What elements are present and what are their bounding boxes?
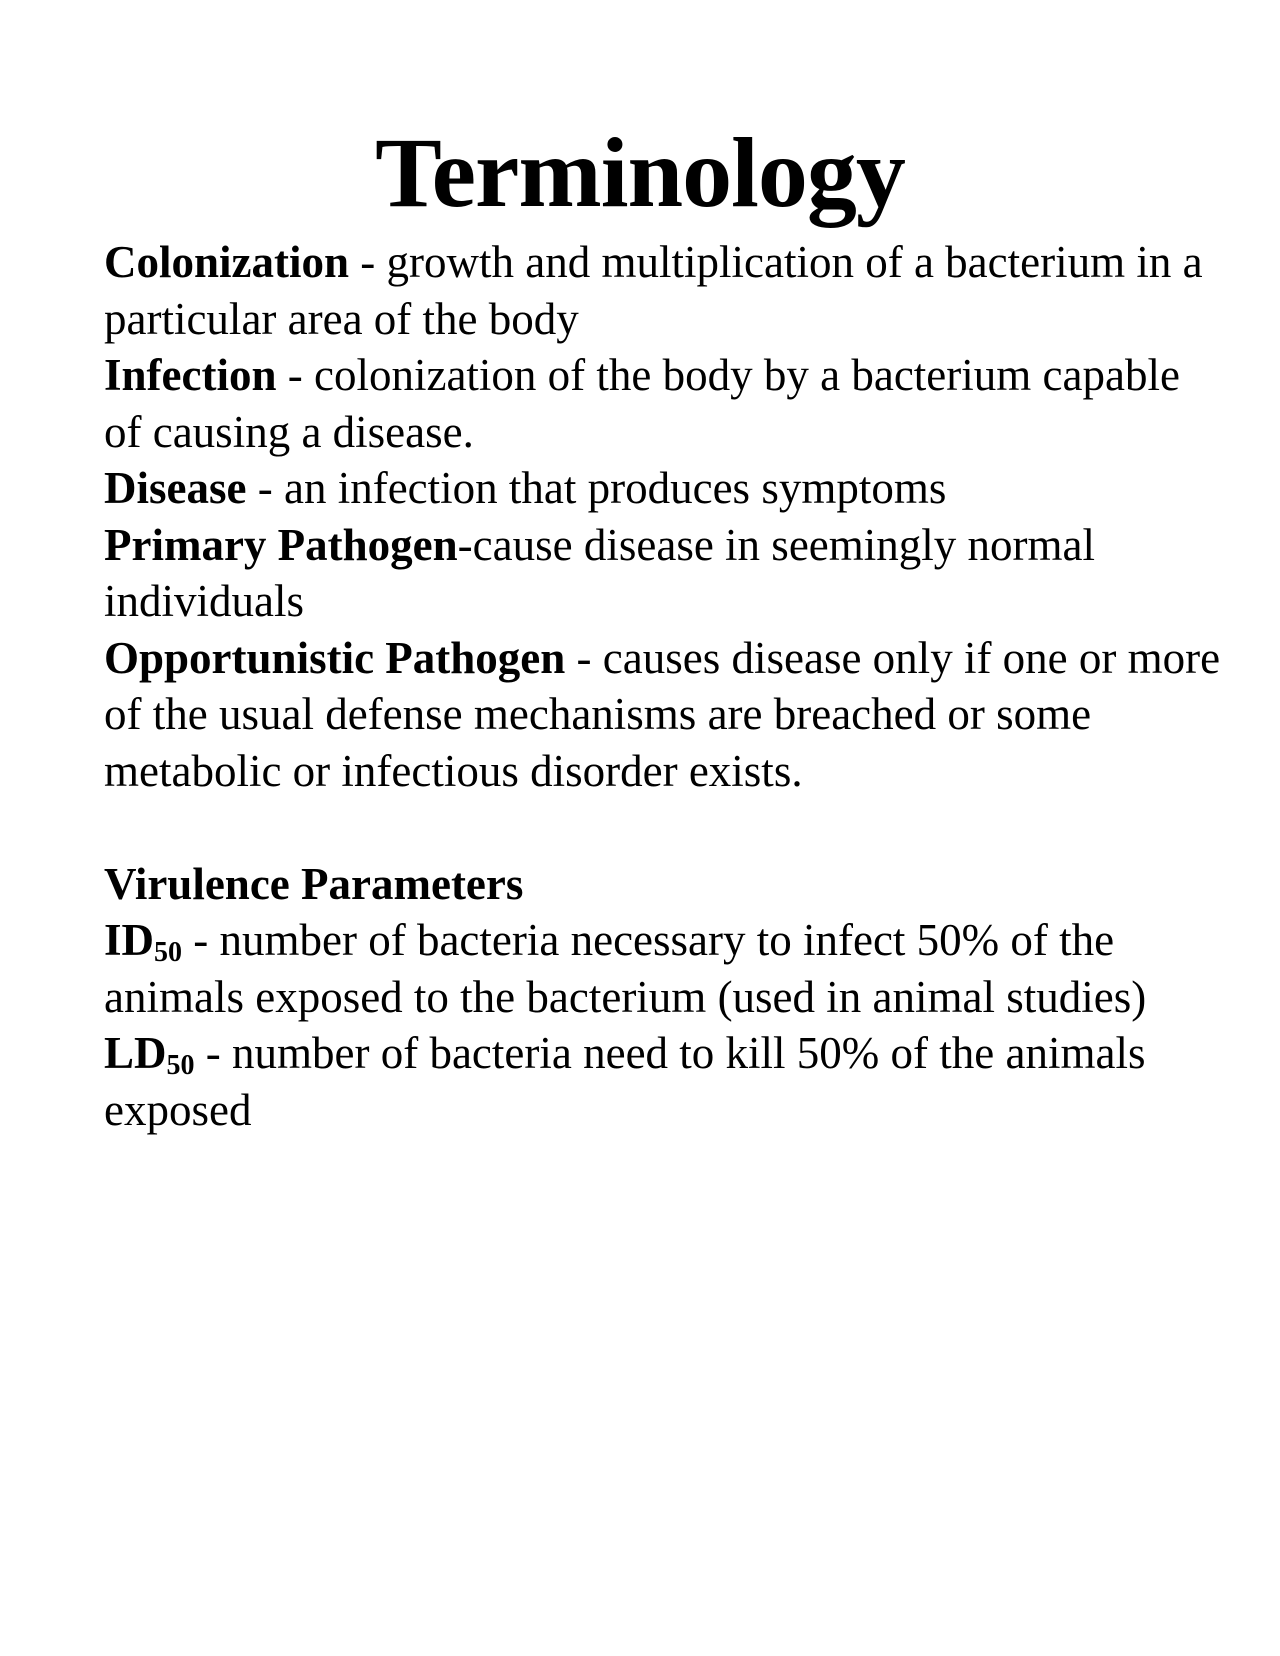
definition-text: causes disease only if one or more of the usual defense mechanisms are breached or some metabolic or infectious disorder exists. xyxy=(104,632,1221,796)
virulence-separator: - xyxy=(182,915,220,965)
definition-separator: - xyxy=(457,519,473,570)
definition-infection xyxy=(104,347,1224,460)
definition-separator: - xyxy=(565,632,603,683)
section-spacer xyxy=(104,799,1224,856)
virulence-id50 xyxy=(104,912,1224,1025)
definition-primary-pathogen xyxy=(104,517,1224,630)
definition-text: colonization of the body by a bacterium capable of causing a disease. xyxy=(104,350,1180,457)
virulence-term: LD xyxy=(104,1028,167,1078)
definition-text: an infection that produces symptoms xyxy=(283,463,947,513)
definition-term: Primary Pathogen xyxy=(104,519,458,570)
definition-text: cause disease in seemingly normal individuals xyxy=(104,519,1095,626)
definition-term: Colonization xyxy=(104,237,350,287)
definition-text: growth and multiplication of a bacterium in a particular area of the body xyxy=(104,237,1203,344)
definition-term: Infection xyxy=(104,350,277,400)
virulence-ld50 xyxy=(104,1025,1224,1138)
definition-term: Opportunistic Pathogen xyxy=(104,632,566,683)
virulence-separator: - xyxy=(194,1028,233,1078)
virulence-heading: Virulence Parameters xyxy=(104,858,524,909)
definition-term: Disease xyxy=(104,463,247,513)
terminology-body xyxy=(104,234,1224,1138)
page-title: Terminology xyxy=(375,117,905,228)
virulence-subscript: 50 xyxy=(154,937,183,968)
definition-opportunistic-pathogen xyxy=(104,630,1224,800)
virulence-text: number of bacteria need to kill 50% of the animals exposed xyxy=(104,1028,1146,1135)
virulence-text: number of bacteria necessary to infect 50% of the animals exposed to the bacterium (used in animal studies) xyxy=(104,915,1147,1022)
virulence-term: ID xyxy=(104,915,155,965)
definition-separator: - xyxy=(276,350,314,400)
definition-colonization xyxy=(104,234,1224,347)
definition-separator: - xyxy=(246,463,284,513)
virulence-subscript: 50 xyxy=(166,1050,195,1081)
definition-disease xyxy=(104,460,1224,517)
definition-separator: - xyxy=(349,237,387,287)
